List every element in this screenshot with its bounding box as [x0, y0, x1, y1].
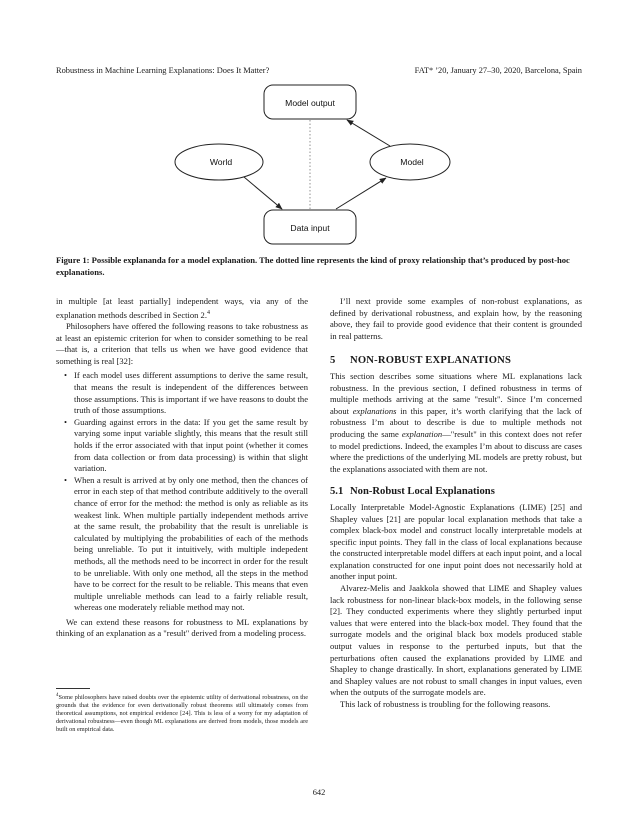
- arrow-data-input-to-model: [336, 178, 386, 209]
- page-number: 642: [312, 788, 326, 797]
- paragraph: Locally Interpretable Model-Agnostic Explanations (LIME) [25] and Shapley values [21] are popular local explanation methods that take a complex black-box model and construct locally interpretable models at specific input points. They fall in the class of local explanations because the constructed interpretable model differs at each input point, and a local explanation constructed for one input point does not necessarily hold at another input point.: [330, 501, 582, 582]
- paragraph: [330, 371, 582, 475]
- emphasis: explanation: [401, 428, 443, 439]
- world-label: World: [209, 157, 233, 167]
- footnote-text: Some philosophers have raised doubts over the epistemic utility of derivational robustness, on the grounds that the evidence for even derivationally robust theorems still ultimately comes from theoretical assumptions, not empirical evidence [24]. This is less of a worry for my adaptation of derivational robustness—even though ML explanations are derived from models, those models are built on empirical data.: [56, 694, 308, 734]
- section-heading: [330, 355, 582, 367]
- section-title: NON-ROBUST EXPLANATIONS: [350, 355, 512, 367]
- figure-1-caption: Figure 1: Possible explananda for a model explanation. The dotted line represents the kind of proxy relationship that’s produced by post-hoc explanations.: [56, 255, 570, 277]
- right-column: [330, 296, 582, 711]
- list-item: • Guarding against errors in the data: If you get the same result by varying some input variable slightly, this means that the result still holds if the error associated with that input point (whether it comes from data collection or from data processing) is within that slight variation.: [74, 417, 308, 475]
- text-run: This section describes some situations where ML explanations lack robustness. In the previous section, I defined robustness in terms of multiple methods arriving at the same "result". Since I’m concerned about: [330, 370, 582, 416]
- paragraph: We can extend these reasons for robustness to ML explanations by thinking of an explanation as a "result" derived from a modeling process.: [56, 616, 308, 639]
- arrow-model-to-model-output: [347, 120, 390, 146]
- arrow-world-to-data-input: [244, 177, 282, 209]
- text-run: —"result" in this context does not refer to model predictions. Indeed, the examples I’m about to discuss are cases where the predictions of the underlying ML models are pretty robust, but the explanations associated with them are not.: [330, 428, 582, 474]
- paragraph: I’ll next provide some examples of non-robust explanations, as defined by derivational robustness, and explain how, by the reasoning above, they fail to provide good evidence that their content is grounded in real patterns.: [330, 296, 582, 341]
- footnote-rule: [56, 688, 90, 689]
- section-number: 5: [330, 355, 336, 367]
- footnote-mark: 4: [56, 693, 59, 698]
- subsection-title: Non-Robust Local Explanations: [350, 486, 495, 498]
- running-header-venue: FAT* ’20, January 27–30, 2020, Barcelona, Spain: [414, 66, 582, 75]
- left-column: [56, 296, 308, 640]
- paragraph-text: in multiple [at least partially] independent ways, via any of the explanation methods described in Section 2.: [56, 296, 308, 320]
- bullet-list: [56, 370, 308, 613]
- paragraph: [56, 296, 308, 321]
- subsection-heading: [330, 486, 582, 498]
- paragraph: Alvarez-Melis and Jaakkola showed that LIME and Shapley values lack robustness for non-linear black-box models, in the following sense [2]. They conducted experiments where they slightly perturbed input values that were entered into the black-box model. They found that the surrogate models and the original black box models produced stable output values in response to the perturbed inputs, but that the perturbations often caused the explanations provided by LIME and Shapley to change drastically. In short, explanations generated by LIME and Shapley values are not robust to small changes in input values, even when the outputs of the surrogate models are.: [330, 583, 582, 698]
- model-label: Model: [400, 157, 424, 167]
- paragraph: This lack of robustness is troubling for the following reasons.: [340, 699, 551, 709]
- subsection-number: 5.1: [330, 486, 344, 498]
- model-output-label: Model output: [285, 98, 335, 108]
- text-run: in this paper, it’s worth clarifying that the lack of robustness I’m about to describe is due to multiple methods not producing the same: [330, 405, 582, 439]
- footnote: [56, 692, 308, 734]
- list-item: • If each model uses different assumptions to derive the same result, that means the result is independent of the differences between those assumptions. This is important if we have reasons to doubt the truth of those assumptions.: [74, 370, 308, 416]
- running-header-title: Robustness in Machine Learning Explanations: Does It Matter?: [56, 66, 270, 75]
- paragraph: Philosophers have offered the following reasons to take robustness as at least an epistemic criterion for when to consider something to be real—that is, a criterion that tells us when we have good evidence that something is real [32]:: [56, 321, 308, 366]
- emphasis: explanations: [352, 405, 397, 416]
- footnote-ref: 4: [206, 309, 210, 316]
- figure-1-diagram: [150, 80, 488, 250]
- list-item: • When a result is arrived at by only one method, then the chances of error in each step of that method contribute additively to the overall chance of error for the method: the method is only as reliable as its weakest link. When multiple partially independent methods arrive at the same result, the probability that the result is unreliable is calculated by multiplying the probabilities of each of the methods being unreliable. To put it intuitively, with multiple indepedent methods, all the methods need to be incorrect in order for the result to be unreliable. With only one method, all the steps in the method have to be correct for the result to be reliable. This means that even multiple unreliable methods can lead to a fairly reliable result, whereas one moderately reliable method may not.: [74, 475, 308, 614]
- data-input-label: Data input: [290, 223, 330, 233]
